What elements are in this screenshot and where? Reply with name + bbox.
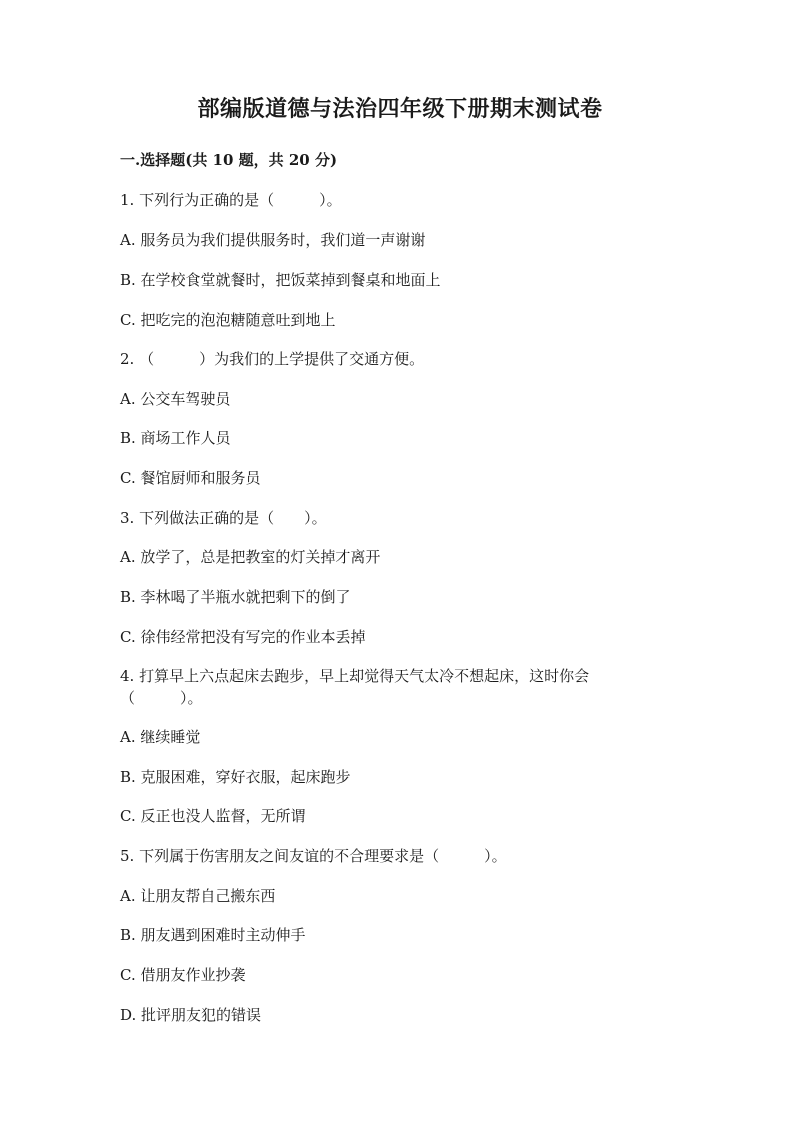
question-1-option-a: A. 服务员为我们提供服务时，我们道一声谢谢 [120,231,426,249]
question-3-option-b: B. 李林喝了半瓶水就把剩下的倒了 [120,588,351,606]
question-3-option-a: A. 放学了，总是把教室的灯关掉才离开 [120,548,381,566]
question-4-option-c: C. 反正也没人监督，无所谓 [120,807,306,825]
question-5-stem: 5. 下列属于伤害朋友之间友谊的不合理要求是（ ）。 [120,847,507,865]
page-title: 部编版道德与法治四年级下册期末测试卷 [197,96,603,122]
question-2-option-b: B. 商场工作人员 [120,429,231,447]
question-4-stem: 4. 打算早上六点起床去跑步，早上却觉得天气太冷不想起床，这时你会 [120,667,590,685]
question-4-stem-continuation: （ ）。 [120,689,203,707]
question-5-option-b: B. 朋友遇到困难时主动伸手 [120,926,306,944]
question-2-stem: 2. （ ）为我们的上学提供了交通方便。 [120,350,425,368]
question-5-option-d: D. 批评朋友犯的错误 [120,1006,262,1024]
question-1-option-b: B. 在学校食堂就餐时，把饭菜掉到餐桌和地面上 [120,271,441,289]
question-2-option-c: C. 餐馆厨师和服务员 [120,469,261,487]
question-5-option-a: A. 让朋友帮自己搬东西 [120,887,276,905]
question-1-option-c: C. 把吃完的泡泡糖随意吐到地上 [120,311,336,329]
question-3-stem: 3. 下列做法正确的是（ ）。 [120,509,327,527]
question-4-option-a: A. 继续睡觉 [120,728,201,746]
question-3-option-c: C. 徐伟经常把没有写完的作业本丢掉 [120,628,366,646]
section-heading: 一.选择题(共 10 题，共 20 分) [120,151,338,169]
question-1-stem: 1. 下列行为正确的是（ ）。 [120,191,342,209]
question-4-option-b: B. 克服困难，穿好衣服，起床跑步 [120,768,351,786]
question-5-option-c: C. 借朋友作业抄袭 [120,966,246,984]
question-2-option-a: A. 公交车驾驶员 [120,390,231,408]
